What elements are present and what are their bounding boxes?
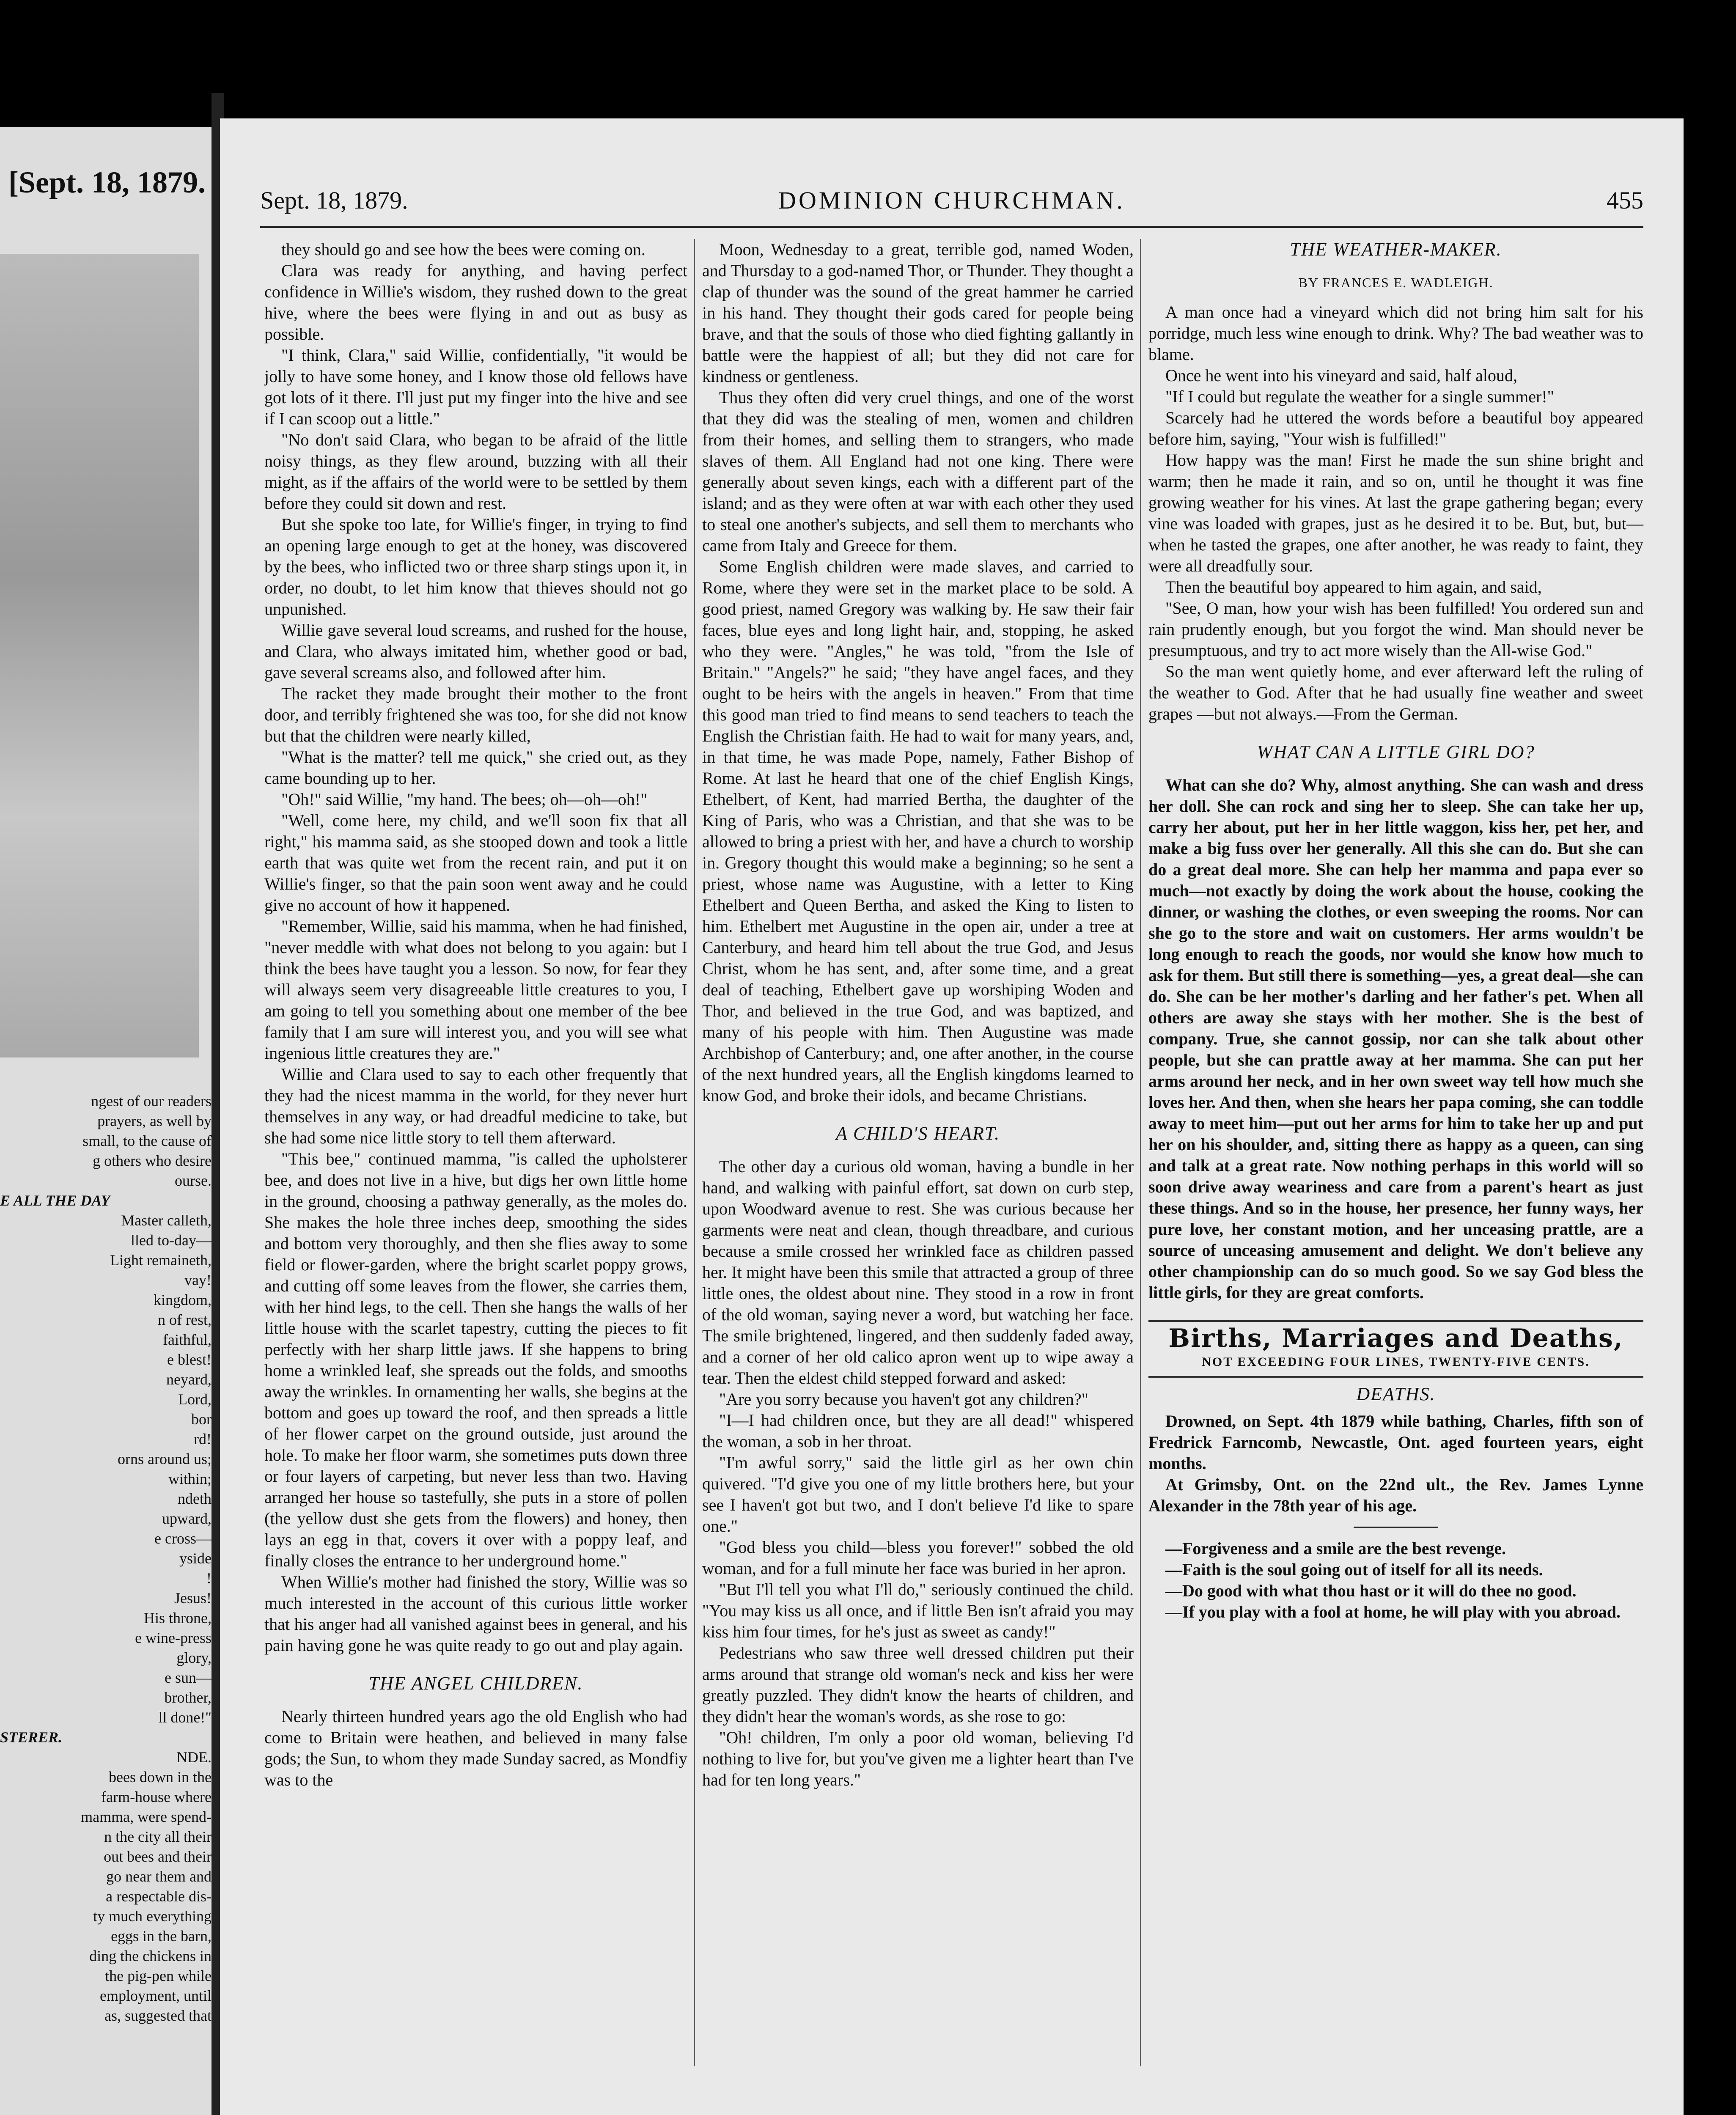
saying: —If you play with a fool at home, he will play with you abroad. bbox=[1165, 1602, 1621, 1621]
angel-children-paragraph: Some English children were made slaves, and carried to Rome, where they were set in the market place to be sold. A good priest, named Gregory was walking by. He saw their fair faces, blue eyes and long light hair, and, stopping, he asked who they were. "Angles," he was told, "from the Isle of Britain." "Angels?" he said; "they have angel faces, and they ought to be heirs with the angels in heaven." From that time this good man tried to find means to send teachers to teach the English the Christian faith. He had to wait for many years, and, in that time, he was made Pope, namely, Father Bishop of Rome. At last he heard that one of the chief English Kings, Ethelbert, of Kent, had married Bertha, the daughter of the King of Paris, who was a Christian, and that she was to be allowed to bring a priest with her, and have a church to worship in. Gregory thought this would make a beginning; so he sent a priest, whose name was Augustine, with a letter to King Ethelbert and Queen Bertha, and asked the King to listen to him. Ethelbert met Augustine in the open air, under a tree at Canterbury, and heard him tell about the true God, and Jesus Christ, whom he has sent, and, after some time, and a great deal of teaching, Ethelbert gave up worshiping Woden and Thor, and believed in the true God, and was baptized, and many of his people with him. Then Augustine was made Archbishop of Canterbury; and, one after another, in the course of the next hundred years, all the English kingdoms learned to know God, and broke their idols, and became Christians. bbox=[702, 557, 1134, 1105]
childs-heart-paragraph: "Are you sorry because you haven't got any children?" bbox=[719, 1390, 1088, 1409]
angel-children-paragraph: Thus they often did very cruel things, and one of the worst that they did was the stealing of men, women and children from their homes, and selling them to strangers, who made slaves of them. All England had not one king. There were generally about seven kings, each with a different part of the island; and as they were often at war with each other they used to steal one another's subjects, and sell them to merchants who came from Italy and Greece for them. bbox=[702, 388, 1134, 555]
childs-heart-paragraph: "Oh! children, I'm only a poor old woman, believing I'd nothing to live for, but you've given me a lighter heart than I've had for ten long years." bbox=[702, 1728, 1134, 1789]
previous-page-line: brother, bbox=[164, 1689, 212, 1706]
previous-page-line: STERER. bbox=[0, 1729, 63, 1746]
weather-maker-paragraph: So the man went quietly home, and ever afterward left the ruling of the weather to God. After that he had usually fine weather and sweet grapes —but not always.—From the German. bbox=[1148, 662, 1643, 723]
previous-page-line: ndeth bbox=[178, 1490, 212, 1507]
childs-heart-paragraph: The other day a curious old woman, having a bundle in her hand, and walking with painful effort, sat down on curb step, upon Woodward avenue to rest. She was curious because her garments were neat and clean, though threadbare, and curious because a smile crossed her wrinkled face as children passed her. It might have been this smile that attracted a group of three little ones, the oldest about nine. They stood in a row in front of the old woman, saying never a word, but watching her face. The smile brightened, lingered, and then suddenly faded away, and a corner of her old calico apron went up to wipe away a tear. Then the eldest child stepped forward and asked: bbox=[702, 1157, 1134, 1387]
previous-page-line: e wine-press bbox=[135, 1629, 212, 1646]
saying-list bbox=[1148, 1538, 1643, 1623]
previous-page-line: eggs in the barn, bbox=[111, 1928, 212, 1945]
previous-page-line: NDE. bbox=[176, 1749, 212, 1766]
previous-page-line: yside bbox=[179, 1550, 212, 1567]
previous-page-line: His throne, bbox=[144, 1610, 212, 1626]
bee-story-paragraph: But she spoke too late, for Willie's finger, in trying to find an opening large enough to get at the honey, was discovered by the bees, who inflicted two or three sharp stings upon it, in order, no doubt, to let him know that thieves should not go unpunished. bbox=[264, 515, 687, 618]
previous-page-line: e blest! bbox=[167, 1351, 212, 1368]
previous-page-line: employment, until bbox=[100, 1987, 212, 2004]
childs-heart-paragraph: "I—I had children once, but they are all dead!" whispered the woman, a sob in her throat. bbox=[702, 1411, 1134, 1451]
saying: —Forgiveness and a smile are the best revenge. bbox=[1165, 1539, 1506, 1558]
bee-story-paragraph: "What is the matter? tell me quick," she cried out, as they came bounding up to her. bbox=[264, 747, 687, 788]
death-notice-list bbox=[1148, 1411, 1643, 1516]
previous-page-illustration bbox=[0, 254, 199, 1058]
bee-story-paragraph: "I think, Clara," said Willie, confidentially, "it would be jolly to have some honey, and I know those old fellows have got lots of it there. I'll just put my finger into the hive and see if I can scoop out a little." bbox=[264, 346, 687, 428]
weather-maker-paragraph: "See, O man, how your wish has been fulfilled! You ordered sun and rain prudently enough, but you forgot the wind. Man should never be presumptuous, and try to act more wisely than the All-wise God." bbox=[1148, 599, 1643, 660]
previous-page-line: e cross— bbox=[154, 1530, 212, 1547]
previous-page-line: ourse. bbox=[175, 1172, 212, 1189]
newspaper-page bbox=[220, 118, 1684, 2115]
weather-maker-paragraph: A man once had a vineyard which did not bring him salt for his porridge, much less wine enough to drink. Why? The bad weather was to blame. bbox=[1148, 302, 1643, 364]
previous-page-line: ty much everything bbox=[93, 1908, 212, 1925]
section-rule bbox=[1354, 1527, 1438, 1528]
previous-page-line: g others who desire bbox=[93, 1152, 212, 1169]
saying: —Faith is the soul going out of itself for all its needs. bbox=[1165, 1560, 1543, 1579]
deaths-title: DEATHS. bbox=[1356, 1384, 1436, 1404]
bee-story-paragraph: Clara was ready for anything, and having perfect confidence in Willie's wisdom, they rushed down to the great hive, where the bees were flying in and out as busy as possible. bbox=[264, 261, 687, 343]
bee-story-paragraph-list bbox=[264, 239, 687, 1656]
angel-children-title: THE ANGEL CHILDREN. bbox=[368, 1673, 583, 1694]
column-2 bbox=[702, 239, 1134, 1791]
bmd-subtitle: NOT EXCEEDING FOUR LINES, TWENTY-FIVE CENTS. bbox=[1202, 1355, 1590, 1369]
bee-story-paragraph: "Well, come here, my child, and we'll soon fix that all right," his mamma said, as she stooped down and took a little earth that was quite wet from the recent rain, and put it on Willie's finger, so that the pain soon went away and he could give no account of how it happened. bbox=[264, 811, 687, 915]
previous-page-strip bbox=[0, 127, 220, 2115]
column-1 bbox=[264, 239, 687, 1791]
bee-story-paragraph: Willie gave several loud screams, and rushed for the house, and Clara, who always imitated him, whether good or bad, gave several screams also, and followed after him. bbox=[264, 621, 687, 682]
weather-maker-title: THE WEATHER-MAKER. bbox=[1290, 239, 1502, 260]
previous-page-line: kingdom, bbox=[153, 1291, 212, 1308]
weather-maker-paragraph: "If I could but regulate the weather for a single summer!" bbox=[1165, 387, 1554, 406]
little-girl-paragraph: What can she do? Why, almost anything. She can wash and dress her doll. She can rock and sing her to sleep. She can take her up, carry her about, put her in her little waggon, kiss her, pet her, and make a big fuss over her generally. All this she can do. But she can do a great deal more. She can help her mamma and papa ever so much—not exactly by doing the work about the house, cooking the dinner, or washing the clothes, or even sweeping the rooms. Nor can she go to the store and wait on customers. Her arms wouldn't be long enough to reach the goods, nor would she know how much to ask for them. But still there is something—yes, a great deal—she can do. She can be her mother's darling and her father's pet. When all others are away she stays with her mother. She is the best of company. True, she cannot gossip, nor can she talk about other people, but she can prattle away at her mamma. She can put her arms around her neck, and in her own sweet way tell how much she loves her. And then, when she hears her papa coming, she can toddle away to meet him—put out her arms for him to take her up and put her on his shoulder, and, sitting there as happy as a queen, can sing and talk at a great rate. Now nothing perhaps in this world will so soon drive away weariness and care from a parent's heart as just these things. And so in the house, her presence, her funny ways, her pure love, her constant motion, and her unceasing prattle, are a source of unceasing amusement and delight. We don't believe any other championship can do so much good. So we say God bless the little girls, for they are great comforts. bbox=[1148, 775, 1643, 1302]
bee-story-paragraph: When Willie's mother had finished the story, Willie was so much interested in the account of this curious little worker that his anger had all vanished against bees in general, and his pain having gone he was quite ready to go out and play again. bbox=[264, 1572, 687, 1655]
header-title: DOMINION CHURCHMAN. bbox=[778, 187, 1125, 214]
previous-page-text bbox=[0, 1091, 212, 2026]
previous-page-line: Master calleth, bbox=[121, 1212, 212, 1229]
previous-page-line: ll done!" bbox=[158, 1709, 212, 1726]
header-date: Sept. 18, 1879. bbox=[260, 187, 408, 214]
previous-page-line: Jesus! bbox=[174, 1590, 212, 1607]
previous-page-line: bor bbox=[191, 1411, 212, 1428]
weather-maker-paragraph-list bbox=[1148, 302, 1643, 725]
childs-heart-paragraph: "God bless you child—bless you forever!" sobbed the old woman, and for a full minute her face was buried in her apron. bbox=[702, 1538, 1134, 1578]
childs-heart-paragraph: Pedestrians who saw three well dressed children put their arms around that strange old woman's neck and kiss her were greatly puzzled. They didn't know the hearts of children, and they didn't hear the woman's words, as she rose to go: bbox=[702, 1643, 1134, 1726]
bee-story-paragraph: The racket they made brought their mother to the front door, and terribly frightened she was too, for she did not know but that the children were nearly killed, bbox=[264, 684, 687, 745]
previous-page-line: neyard, bbox=[166, 1371, 212, 1388]
previous-page-line: as, suggested that bbox=[104, 2007, 212, 2024]
previous-page-line: farm-house where bbox=[101, 1788, 212, 1805]
page-header bbox=[260, 186, 1643, 220]
previous-page-line: mamma, were spend- bbox=[81, 1808, 212, 1825]
header-page-number: 455 bbox=[1607, 187, 1643, 214]
previous-page-line: Light remaineth, bbox=[110, 1252, 212, 1269]
column-divider bbox=[694, 239, 695, 2066]
previous-page-line: out bees and their bbox=[104, 1848, 212, 1865]
previous-page-line: small, to the cause of bbox=[82, 1132, 212, 1149]
childs-heart-paragraph: "I'm awful sorry," said the little girl as her own chin quivered. "I'd give you one of my little brothers here, but your see I haven't got but two, and I don't believe I'd like to spare one." bbox=[702, 1453, 1134, 1535]
childs-heart-title: A CHILD'S HEART. bbox=[835, 1123, 1000, 1144]
angel-children-paragraph: Nearly thirteen hundred years ago the old English who had come to Britain were heathen, and believed in many false gods; the Sun, to whom they made Sunday sacred, as Mondfiy was to the bbox=[264, 1707, 687, 1789]
angel-children-paragraph-list bbox=[702, 239, 1134, 1106]
bee-story-paragraph: "No don't said Clara, who began to be afraid of the little noisy things, as they flew around, buzzing with all their might, as if the affairs of the world were to be settled by them before they could sit down and rest. bbox=[264, 430, 687, 513]
bee-story-paragraph: Willie and Clara used to say to each other frequently that they had the nicest mamma in the world, for they never hurt themselves in any way, or had dreadful medicine to take, but she had some nice little story to tell them afterward. bbox=[264, 1065, 687, 1147]
previous-page-line: n the city all their bbox=[104, 1828, 212, 1845]
weather-maker-paragraph: Then the beautiful boy appeared to him again, and said, bbox=[1165, 577, 1542, 596]
previous-page-line: within; bbox=[168, 1470, 212, 1487]
previous-page-line: n of rest, bbox=[158, 1311, 212, 1328]
bmd-title: Births, Marriages and Deaths, bbox=[1168, 1324, 1623, 1353]
weather-maker-paragraph: Once he went into his vineyard and said, half aloud, bbox=[1165, 366, 1517, 385]
death-notice: Drowned, on Sept. 4th 1879 while bathing, Charles, fifth son of Fredrick Farncomb, Newcastle, Ont. aged fourteen years, eight months. bbox=[1148, 1412, 1643, 1473]
previous-page-line: Lord, bbox=[178, 1391, 212, 1408]
previous-page-line: e sun— bbox=[165, 1669, 212, 1686]
angel-children-paragraph: Moon, Wednesday to a great, terrible god, named Woden, and Thursday to a god-named Thor, or Thunder. They thought a clap of thunder was the sound of the great hammer he carried in his hand. They thought their gods cared for people being brave, and that the souls of those who died fighting gallantly in battle were the happiest of all; but they did not care for kindness or gentleness. bbox=[702, 240, 1134, 386]
previous-page-line: a respectable dis- bbox=[106, 1888, 212, 1905]
previous-page-line: ding the chickens in bbox=[89, 1947, 212, 1964]
previous-page-line: glory, bbox=[176, 1649, 212, 1666]
previous-page-line: upward, bbox=[162, 1510, 212, 1527]
weather-maker-byline: BY FRANCES E. WADLEIGH. bbox=[1298, 275, 1494, 290]
column-3 bbox=[1148, 239, 1643, 1623]
previous-page-line: lled to-day— bbox=[131, 1232, 212, 1249]
angel-children-paragraph-list bbox=[264, 1706, 687, 1791]
header-rule bbox=[260, 226, 1643, 228]
previous-page-line: E ALL THE DAY bbox=[0, 1192, 110, 1209]
previous-page-header: [Sept. 18, 1879. bbox=[8, 165, 206, 199]
bee-story-paragraph: "Remember, Willie, said his mamma, when he had finished, "never meddle with what does not belong to you again: but I think the bees have taught you a lesson. So now, for fear they will always seem very disagreeable little creatures to you, I am going to tell you something about one member of the bee family that I am sure will interest you, and you will see what ingenious little creatures they are." bbox=[264, 917, 687, 1063]
bee-story-paragraph: "Oh!" said Willie, "my hand. The bees; oh—oh—oh!" bbox=[281, 790, 648, 809]
childs-heart-paragraph-list bbox=[702, 1156, 1134, 1791]
little-girl-title: WHAT CAN A LITTLE GIRL DO? bbox=[1257, 742, 1535, 762]
childs-heart-paragraph: "But I'll tell you what I'll do," seriously continued the child. "You may kiss us all once, and if little Ben isn't afraid you may kiss him four times, for he's just as sweet as candy!" bbox=[702, 1580, 1134, 1641]
previous-page-line: go near them and bbox=[106, 1868, 212, 1885]
births-marriages-deaths-box bbox=[1148, 1320, 1643, 1378]
previous-page-line: vay! bbox=[184, 1272, 212, 1288]
previous-page-line: ! bbox=[206, 1570, 212, 1587]
death-notice: At Grimsby, Ont. on the 22nd ult., the Rev. James Lynne Alexander in the 78th year of his age. bbox=[1148, 1475, 1643, 1515]
previous-page-line: the pig-pen while bbox=[105, 1967, 212, 1984]
previous-page-line: bees down in the bbox=[109, 1769, 212, 1785]
previous-page-line: ngest of our readers bbox=[91, 1093, 212, 1110]
column-divider bbox=[1140, 239, 1141, 2066]
saying: —Do good with what thou hast or it will do thee no good. bbox=[1165, 1581, 1577, 1600]
previous-page-line: faithful, bbox=[163, 1331, 212, 1348]
bee-story-paragraph: "This bee," continued mamma, "is called the upholsterer bee, and does not live in a hive, but digs her own little home in the ground, choosing a pathway generally, as the moles do. She makes the hole three inches deep, smoothing the sides and bottom very thoroughly, and then she flies away to some field or flower-garden, where the bright scarlet poppy grows, and cutting off some leaves from the flower, she carries them, with her hind legs, to the cell. Then she hangs the walls of her little house with the scarlet tapestry, cutting the pieces to fit perfectly with her sharp little jaws. If she happens to bring home a wrinkled leaf, she spreads out the folds, and smooths away the wrinkles. In ornamenting her walls, she begins at the bottom and goes up toward the roof, and then spreads a little of her flower carpet on the ground outside, just around the hole. To make her floor warm, she sometimes puts down three or four layers of carpeting, but never less than two. Having arranged her house so tastefully, she puts in a store of pollen (the yellow dust she gets from the flowers) and honey, then lays an egg in that, covers it over with a poppy leaf, and finally closes the entrance to her underground home." bbox=[264, 1149, 687, 1570]
bee-story-paragraph: they should go and see how the bees were coming on. bbox=[281, 240, 646, 259]
weather-maker-paragraph: How happy was the man! First he made the sun shine bright and warm; then he made it rain, and so on, until he thought it was fine growing weather for his vines. At last the grape gathering began; every vine was loaded with grapes, just as he desired it to be. But, but, but—when he tasted the grapes, one after another, he was ready to faint, they were all dreadfully sour. bbox=[1148, 450, 1643, 575]
previous-page-line: rd! bbox=[194, 1431, 212, 1448]
weather-maker-paragraph: Scarcely had he uttered the words before a beautiful boy appeared before him, saying, "Your wish is fulfilled!" bbox=[1148, 408, 1643, 448]
previous-page-line: prayers, as well by bbox=[97, 1112, 212, 1129]
previous-page-line: orns around us; bbox=[118, 1450, 212, 1467]
